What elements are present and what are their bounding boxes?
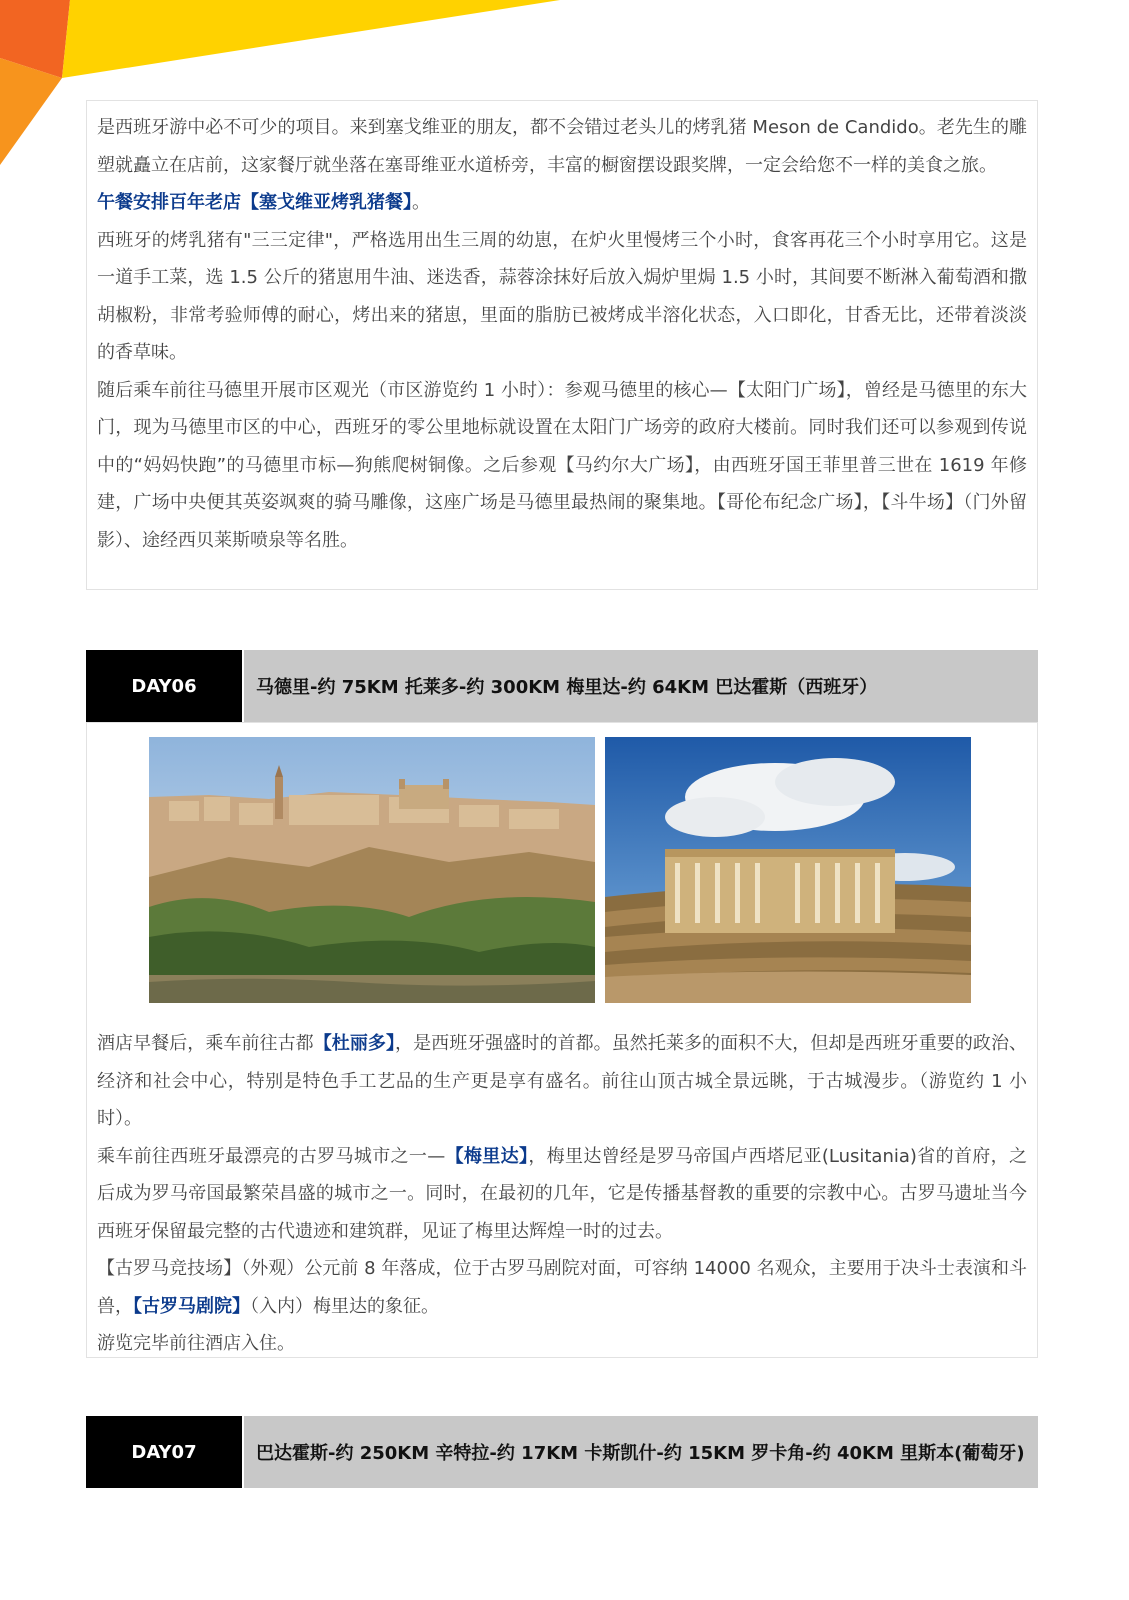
merida-highlight: 【梅里达】 bbox=[445, 1145, 529, 1167]
paragraph-madrid-tour: 随后乘车前往马德里开展市区观光（市区游览约 1 小时）：参观马德里的核心—【太阳门广场】，曾经是马德里的东大门，现为马德里市区的中心，西班牙的零公里地标就设置在太阳门广场旁的政府大楼前。同时我们还可以参观到传说中的“妈妈快跑”的马德里市标—狗熊爬树铜像。之后参观【马约尔大广场】，由西班牙国王菲里普三世在 1619 年修建，广场中央便其英姿飒爽的骑马雕像，这座广场是马德里最热闹的聚集地。【哥伦布纪念广场】，【斗牛场】（门外留影）、途经西贝莱斯喷泉等名胜。 bbox=[97, 379, 1027, 551]
day06-tag: DAY06 bbox=[86, 650, 242, 722]
roman-sites-text-b: （入内）梅里达的象征。 bbox=[250, 1295, 439, 1317]
paragraph-merida bbox=[87, 1138, 1037, 1251]
day06-text bbox=[87, 1025, 1037, 1363]
day07-title: 巴达霍斯-约 250KM 辛特拉-约 17KM 卡斯凯什-约 15KM 罗卡角-约 40KM 里斯本(葡萄牙) bbox=[244, 1416, 1038, 1488]
day06-title: 马德里-约 75KM 托莱多-约 300KM 梅里达-约 64KM 巴达霍斯（西班牙） bbox=[244, 650, 1038, 722]
paragraph-hotel: 游览完毕前往酒店入住。 bbox=[97, 1333, 295, 1354]
paragraph-roast-pig-detail: 西班牙的烤乳猪有"三三定律"，严格选用出生三周的幼崽，在炉火里慢烤三个小时，食客再花三个小时享用它。这是一道手工菜，选 1.5 公斤的猪崽用牛油、迷迭香，蒜蓉涂抹好后放入焗炉里焗 1.5 小时，其间要不断淋入葡萄酒和撒胡椒粉，非常考验师傅的耐心，烤出来的猪崽，里面的脂肪已被烤成半溶化状态，入口即化，甘香无比，还带着淡淡的香草味。 bbox=[97, 229, 1027, 363]
toledo-text-b: ，是西班牙强盛时的首都。虽然托莱多的面积不大，但却是西班牙重要的政治、经济和社会中心，特别是特色手工艺品的生产更是享有盛名。前往山顶古城全景远眺，于古城漫步。（游览约 1 小时）。 bbox=[97, 1033, 1028, 1129]
merida-text-b: ，梅里达曾经是罗马帝国卢西塔尼亚(Lusitania)省的首府，之后成为罗马帝国最繁荣昌盛的城市之一。同时，在最初的几年，它是传播基督教的重要的宗教中心。古罗马遗址当今西班牙保留最完整的古代遗迹和建筑群，见证了梅里达辉煌一时的过去。 bbox=[97, 1145, 1027, 1242]
lunch-highlight: 午餐安排百年老店【塞戈维亚烤乳猪餐】 bbox=[97, 192, 412, 213]
paragraph-toledo bbox=[87, 1025, 1037, 1138]
paragraph-roast-pig-intro: 是西班牙游中必不可少的项目。来到塞戈维亚的朋友，都不会错过老头儿的烤乳猪 Meson de Candido。老先生的雕塑就矗立在店前，这家餐厅就坐落在塞哥维亚水道桥旁，丰富的橱窗摆设跟奖牌，一定会给您不一样的美食之旅。 bbox=[97, 117, 1027, 176]
lunch-tail: 。 bbox=[412, 192, 430, 213]
roman-theatre-highlight: 【古罗马剧院】 bbox=[133, 1295, 250, 1317]
merida-text-a: 乘车前往西班牙最漂亮的古罗马城市之一— bbox=[97, 1145, 446, 1167]
section1-text bbox=[87, 109, 1037, 559]
content-box-day06 bbox=[86, 722, 1038, 1358]
paragraph-lunch bbox=[87, 184, 1037, 222]
roman-sites-text-a: 【古罗马竞技场】（外观）公元前 8 年落成，位于古罗马剧院对面，可容纳 14000 名观众，主要用于决斗士表演和斗兽， bbox=[97, 1258, 1027, 1317]
paragraph-roman-sites bbox=[87, 1250, 1037, 1325]
day07-tag: DAY07 bbox=[86, 1416, 242, 1488]
toledo-highlight: 【杜丽多】 bbox=[313, 1033, 396, 1054]
merida-theatre-photo bbox=[605, 737, 971, 1003]
day06-header bbox=[86, 650, 1038, 722]
content-box-section1 bbox=[86, 100, 1038, 590]
toledo-photo bbox=[149, 737, 595, 1003]
day07-header bbox=[86, 1416, 1038, 1488]
toledo-text-a: 酒店早餐后，乘车前往古都 bbox=[97, 1033, 314, 1054]
